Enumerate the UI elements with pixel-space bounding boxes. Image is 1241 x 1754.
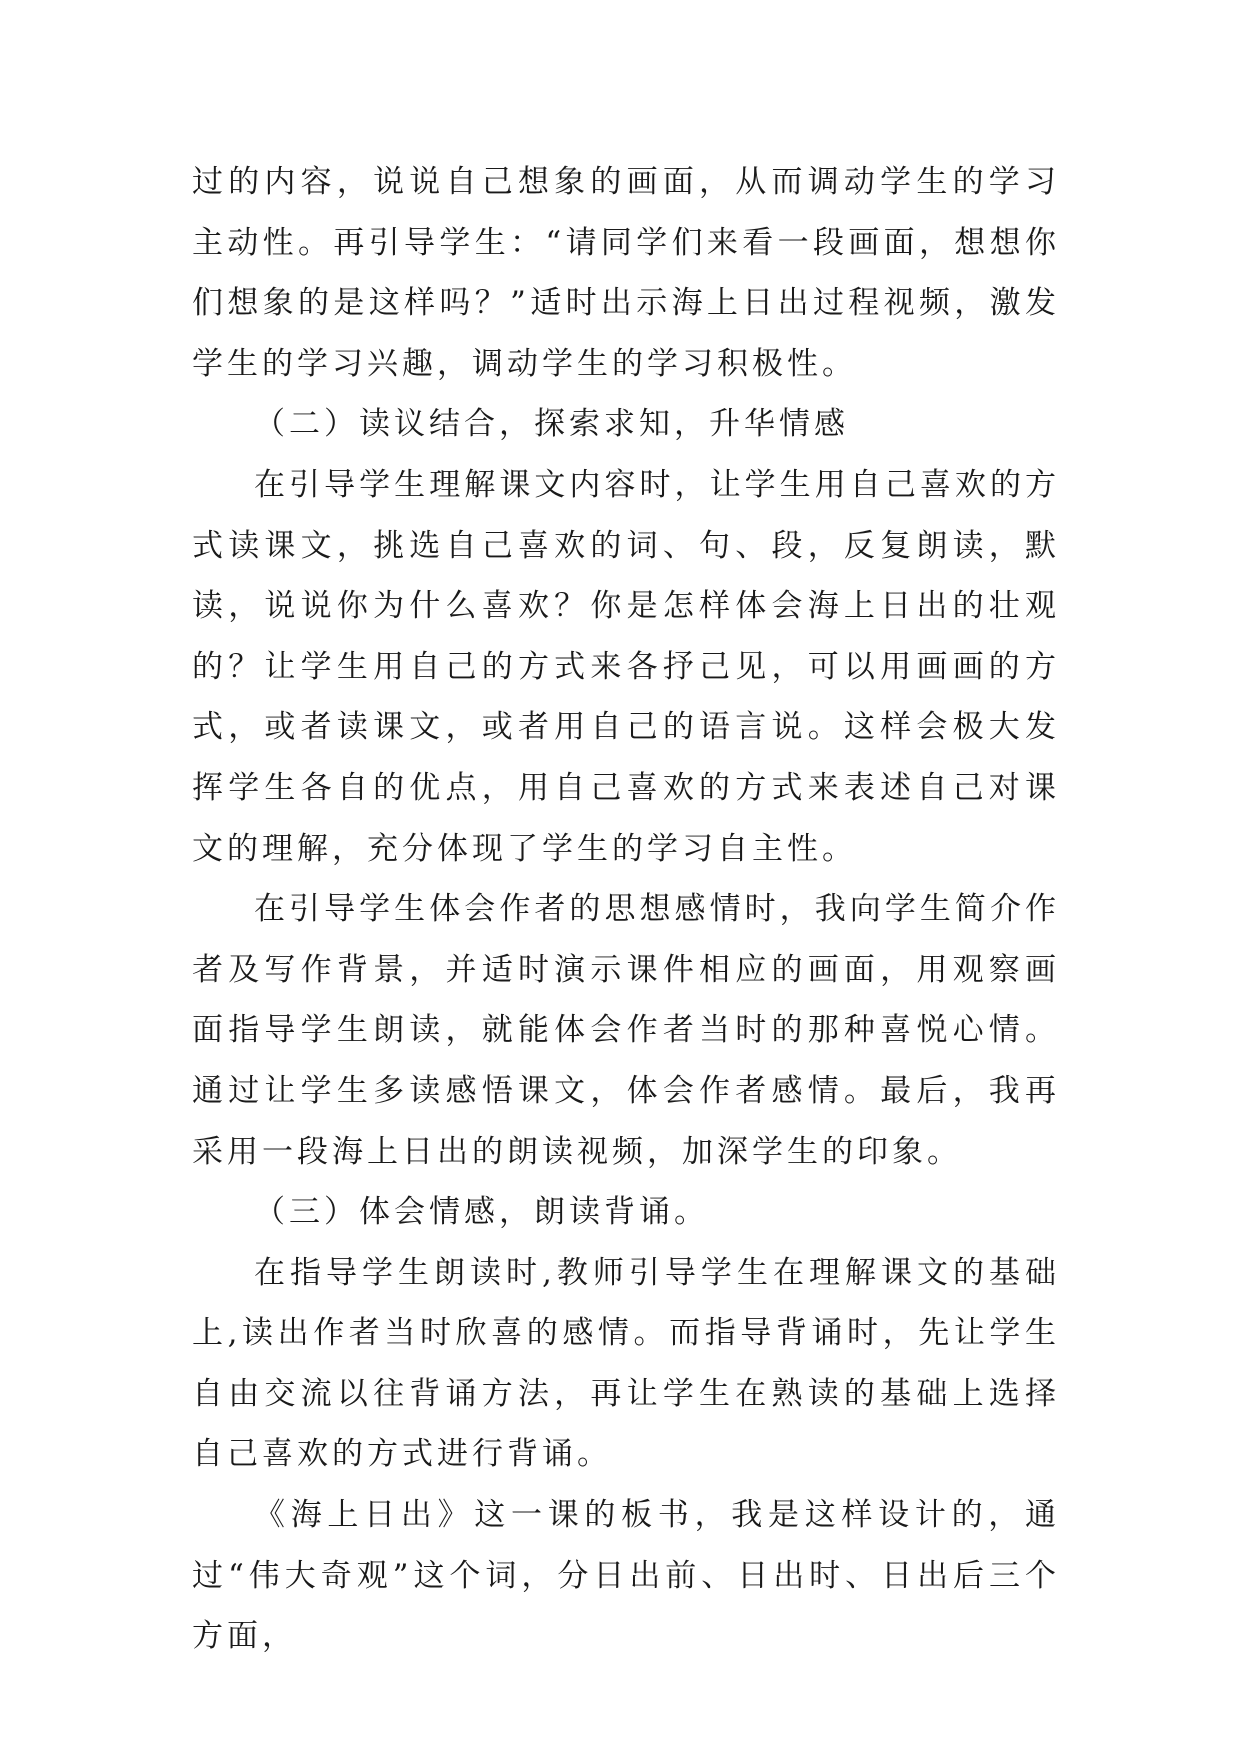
paragraph-blackboard-design: 《海上日出》这一课的板书，我是这样设计的，通过“伟大奇观”这个词，分日出前、日出时、日出后三个方面， xyxy=(192,1497,1060,1655)
paragraph-understanding: 在引导学生理解课文内容时，让学生用自己喜欢的方式读课文，挑选自己喜欢的词、句、段，反复朗读，默读，说说你为什么喜欢？你是怎样体会海上日出的壮观的？让学生用自己的方式来各抒己见，可以用画画的方式，或者读课文，或者用自己的语言说。这样会极大发挥学生各自的优点，用自己喜欢的方式来表述自己对课文的理解，充分体现了学生的学习自主性。 xyxy=(192,466,1060,867)
paragraph-intro-continuation: 过的内容，说说自己想象的画面，从而调动学生的学习主动性。再引导学生：“请同学们来看一段画面，想想你们想象的是这样吗？”适时出示海上日出过程视频，激发学生的学习兴趣，调动学生的学习积极性。 xyxy=(192,164,1060,382)
section-heading-3: （三）体会情感，朗读背诵。 xyxy=(254,1194,709,1231)
document-body xyxy=(192,152,1060,1667)
section-heading-2: （二）读议结合，探索求知，升华情感 xyxy=(254,406,849,443)
paragraph-author-feelings: 在引导学生体会作者的思想感情时，我向学生简介作者及写作背景，并适时演示课件相应的画面，用观察画面指导学生朗读，就能体会作者当时的那种喜悦心情。通过让学生多读感悟课文，体会作者感情。最后，我再采用一段海上日出的朗读视频，加深学生的印象。 xyxy=(192,891,1060,1170)
paragraph-reading-recitation: 在指导学生朗读时,教师引导学生在理解课文的基础上,读出作者当时欣喜的感情。而指导背诵时，先让学生自由交流以往背诵方法，再让学生在熟读的基础上选择自己喜欢的方式进行背诵。 xyxy=(192,1254,1060,1473)
